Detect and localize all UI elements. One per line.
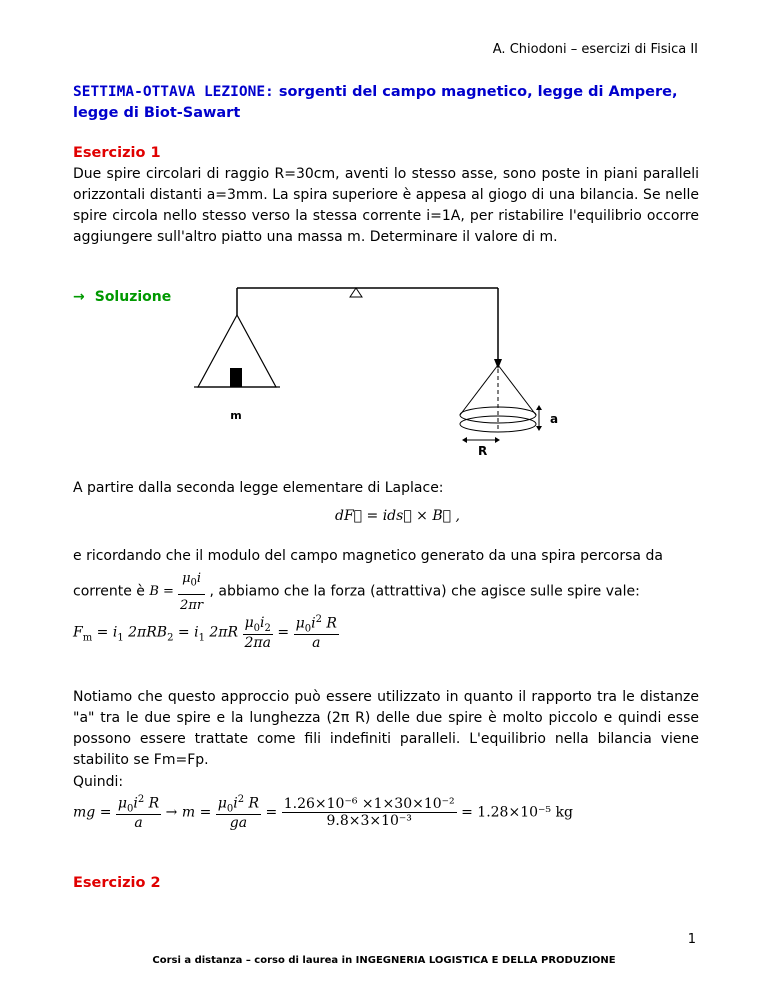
ricordando-text: e ricordando che il modulo del campo magnetico generato da una spira percorsa da (73, 548, 663, 564)
arrow-icon: → (73, 289, 85, 305)
exercise-1-text: Due spire circolari di raggio R=30cm, aventi lo stesso asse, sono poste in piani paralleli orizzontali distanti a=3mm. La spira superiore è appesa al giogo di una bilancia. Se nelle spire circola nello stesso verso la stessa corrente i=1A, per ristabilire l'equilibrio occorre aggiungere sull'altro piatto una massa m. Determinare il valore di m. (73, 166, 699, 245)
gap-label: a (550, 412, 559, 426)
lesson-title-text: sorgenti del campo magnetico, legge di Ampere, legge di Biot-Sawart (73, 84, 678, 121)
numeric-denominator: 9.8×3×10⁻³ (326, 813, 412, 830)
corrente-prefix: corrente è (73, 583, 145, 600)
exercise-2-title: Esercizio 2 (73, 875, 161, 891)
b-formula: B = $\frac{\mu_0i}{2\pi r}$ (149, 584, 205, 599)
quindi-text: Quindi: (73, 774, 124, 790)
mass-label: m (230, 409, 242, 422)
corrente-suffix: , abbiamo che la forza (attrattiva) che agisce sulle spire vale: (209, 583, 640, 600)
page-header: A. Chiodoni – esercizi di Fisica II (492, 42, 698, 57)
mass-block (230, 368, 242, 387)
radius-label: R (478, 444, 488, 458)
exercise-1-title: Esercizio 1 (73, 145, 161, 161)
corrente-line (73, 568, 699, 616)
laplace-formula: dF⃗ = ids⃗ × B⃗ , (335, 508, 460, 524)
numeric-numerator: 1.26×10⁻⁶ ×1×30×10⁻² (283, 796, 455, 813)
notiamo-text: Notiamo che questo approccio può essere utilizzato in quanto il rapporto tra le distanze "a" tra le due spire e la lunghezza (2π R) delle due spire è molto piccolo e quindi esse possono essere trattate come fili indefiniti paralleli. L'equilibrio nella bilancia viene stabilito se Fm=Fp. (73, 689, 699, 768)
lesson-title (73, 82, 698, 124)
balance-figure (180, 283, 580, 458)
laplace-text: A partire dalla seconda legge elementare di Laplace: (73, 480, 444, 496)
force-formula: $F_m = i_1$ $2\pi RB_2 = i_1$ 2πR $\frac{\mu_0i_2}{2\pi a}$ = $\frac{\mu_0i^2 R}{a}$ (73, 614, 337, 652)
lesson-title-prefix: SETTIMA-OTTAVA LEZIONE: (73, 84, 274, 100)
page-footer: Corsi a distanza – corso di laurea in INGEGNERIA LOGISTICA E DELLA PRODUZIONE (152, 955, 616, 966)
mass-formula: mg = $\frac{\mu_0i^2 R}{a}$ → m = $\frac{\mu_0i^2 R}{ga}$ = $\frac{\text{1.26×10⁻⁶ ×1×30×10⁻²}}{\text{9.8×3×10⁻³}}$ = 1.28×10⁻⁵ kg (73, 794, 573, 832)
numeric-result: = 1.28×10⁻⁵ kg (461, 804, 573, 821)
page-number: 1 (687, 932, 696, 947)
solution-label: Soluzione (94, 289, 172, 305)
solution-heading (73, 289, 171, 305)
